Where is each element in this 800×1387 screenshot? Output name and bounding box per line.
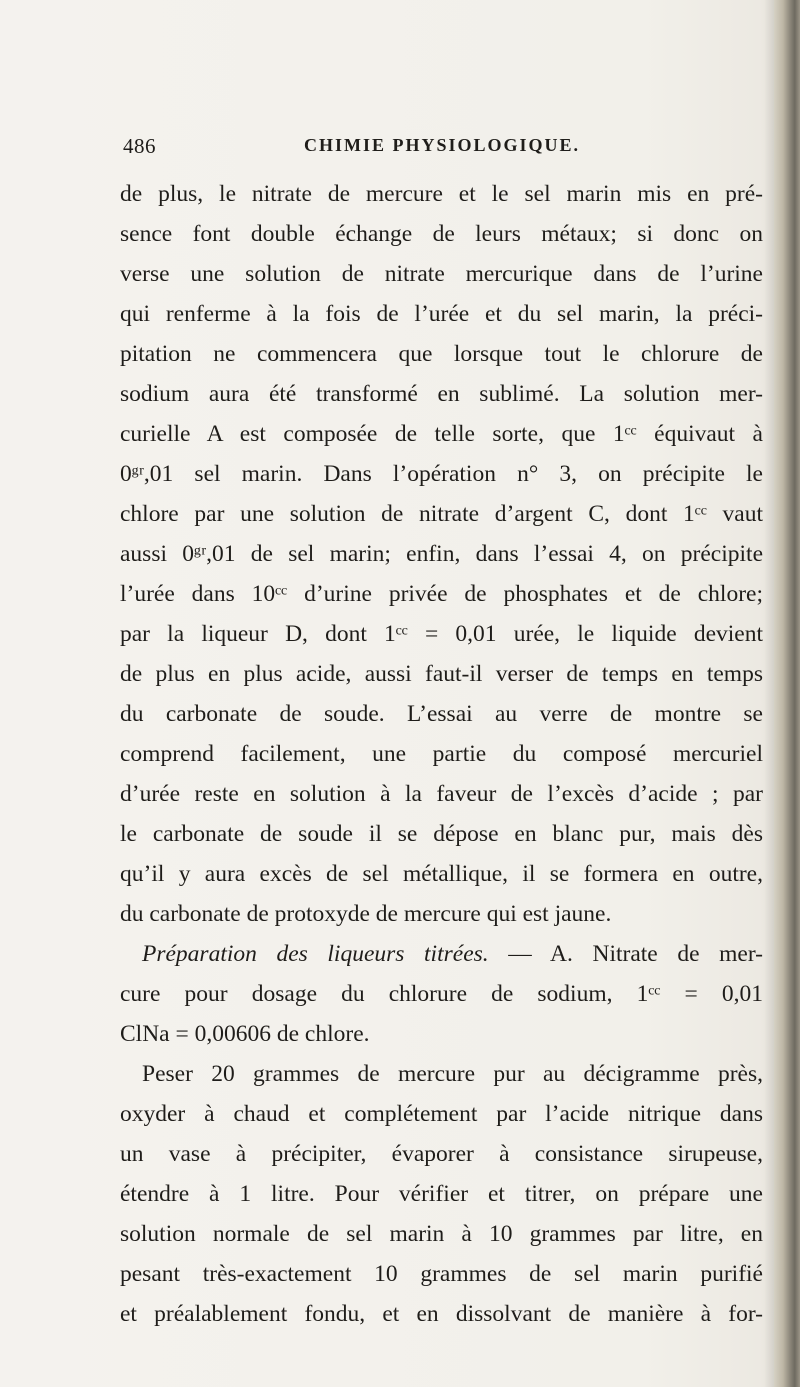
text-line: de plus, le nitrate de mercure et le sel marin mis en pré- [120, 181, 763, 207]
text-line: chlore par une solution de nitrate d’argent C, dont 1ᶜᶜ vaut [120, 501, 763, 527]
section-heading-line [120, 934, 763, 974]
text-line: par la liqueur D, dont 1ᶜᶜ = 0,01 urée, le liquide devient [120, 621, 763, 647]
text-line: comprend facilement, une partie du composé mercuriel [120, 741, 763, 767]
page-edge-shadow [764, 0, 774, 1387]
text-line: sence font double échange de leurs métaux; si donc on [120, 221, 763, 247]
text-line: d’urée reste en solution à la faveur de l’excès d’acide ; par [120, 781, 763, 807]
text-line: du carbonate de protoxyde de mercure qui est jaune. [120, 901, 612, 927]
section-text: — A. Nitrate de mer- [508, 941, 763, 967]
section-title: Préparation des liqueurs titrées. [142, 941, 489, 967]
page-header [123, 134, 763, 164]
text-line: curielle A est composée de telle sorte, que 1ᶜᶜ équivaut à [120, 421, 763, 447]
text-line: étendre à 1 litre. Pour vérifier et titrer, on prépare une [120, 1181, 763, 1207]
text-line: et préalablement fondu, et en dissolvant de manière à for- [120, 1301, 763, 1327]
text-line: solution normale de sel marin à 10 grammes par litre, en [120, 1221, 763, 1247]
page-number: 486 [123, 134, 156, 158]
text-line: du carbonate de soude. L’essai au verre de montre se [120, 701, 763, 727]
text-line: le carbonate de soude il se dépose en blanc pur, mais dès [120, 821, 763, 847]
text-line: pitation ne commencera que lorsque tout le chlorure de [120, 341, 763, 367]
text-line: sodium aura été transformé en sublimé. La solution mer- [120, 381, 763, 407]
text-line: Peser 20 grammes de mercure pur au décigramme près, [142, 1061, 763, 1087]
text-line: qu’il y aura excès de sel métallique, il se formera en outre, [120, 861, 763, 887]
page-edge [774, 0, 800, 1387]
running-title: CHIMIE PHYSIOLOGIQUE. [304, 135, 581, 155]
text-line: un vase à précipiter, évaporer à consistance sirupeuse, [120, 1141, 763, 1167]
text-line: l’urée dans 10ᶜᶜ d’urine privée de phosphates et de chlore; [120, 581, 763, 607]
text-line: ClNa = 0,00606 de chlore. [120, 1021, 370, 1047]
text-line: qui renferme à la fois de l’urée et du sel marin, la préci- [120, 301, 763, 327]
text-line: de plus en plus acide, aussi faut-il verser de temps en temps [120, 661, 763, 687]
body-text [120, 174, 763, 1334]
text-line: oxyder à chaud et complétement par l’acide nitrique dans [120, 1101, 763, 1127]
text-line: pesant très-exactement 10 grammes de sel marin purifié [120, 1261, 763, 1287]
text-line: verse une solution de nitrate mercurique dans de l’urine [120, 261, 763, 287]
text-line: cure pour dosage du chlorure de sodium, 1ᶜᶜ = 0,01 [120, 981, 763, 1007]
text-line: 0ᵍʳ,01 sel marin. Dans l’opération n° 3, on précipite le [120, 461, 763, 487]
text-line: aussi 0ᵍʳ,01 de sel marin; enfin, dans l’essai 4, on précipite [120, 541, 763, 567]
